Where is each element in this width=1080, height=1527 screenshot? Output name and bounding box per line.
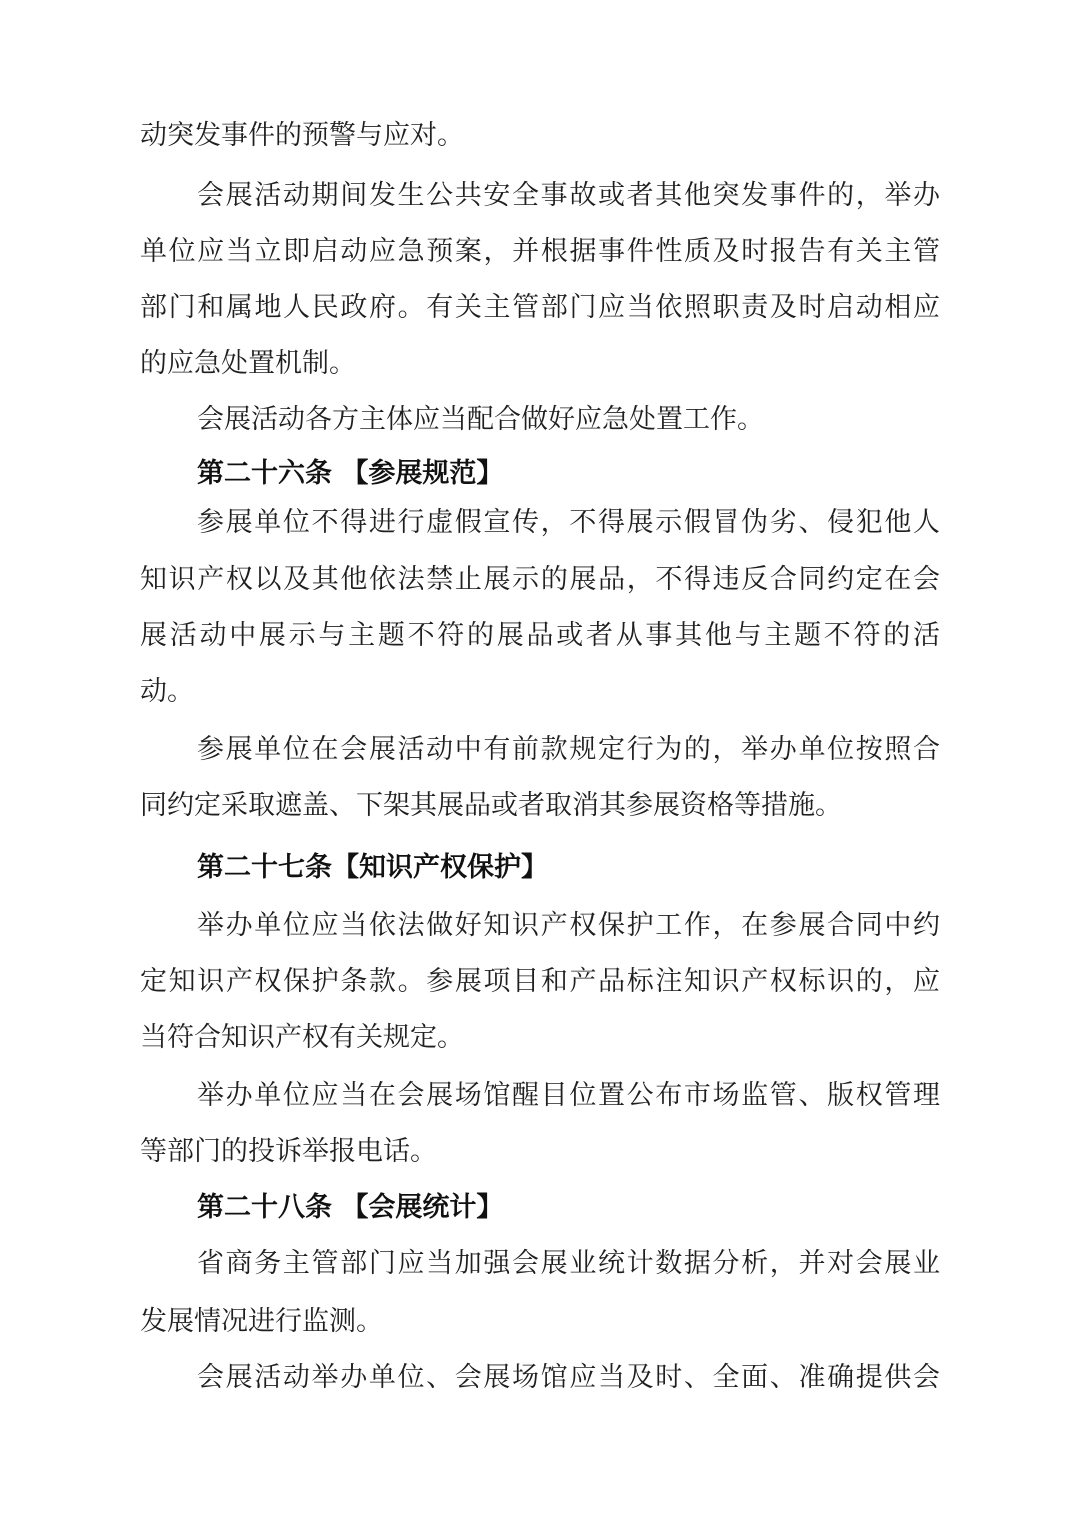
paragraph-line: 部门和属地人民政府。有关主管部门应当依照职责及时启动相应	[140, 292, 940, 323]
paragraph-line: 举办单位应当依法做好知识产权保护工作，在参展合同中约	[197, 910, 940, 941]
paragraph-line: 当符合知识产权有关规定。	[140, 1022, 464, 1053]
paragraph-line: 知识产权以及其他依法禁止展示的展品，不得违反合同约定在会	[140, 564, 940, 595]
article-heading-28: 第二十八条 【会展统计】	[197, 1192, 504, 1223]
paragraph-line: 动突发事件的预警与应对。	[140, 120, 464, 151]
paragraph-line: 会展活动各方主体应当配合做好应急处置工作。	[197, 404, 764, 435]
paragraph-line: 参展单位在会展活动中有前款规定行为的，举办单位按照合	[197, 734, 940, 765]
paragraph-line: 定知识产权保护条款。参展项目和产品标注知识产权标识的，应	[140, 966, 940, 997]
paragraph-line: 会展活动期间发生公共安全事故或者其他突发事件的，举办	[197, 180, 940, 211]
paragraph-line: 等部门的投诉举报电话。	[140, 1136, 437, 1167]
paragraph-line: 的应急处置机制。	[140, 348, 356, 379]
paragraph-line: 单位应当立即启动应急预案，并根据事件性质及时报告有关主管	[140, 236, 940, 267]
paragraph-line: 同约定采取遮盖、下架其展品或者取消其参展资格等措施。	[140, 790, 842, 821]
paragraph-line: 省商务主管部门应当加强会展业统计数据分析，并对会展业	[197, 1248, 940, 1279]
article-heading-26: 第二十六条 【参展规范】	[197, 458, 504, 489]
paragraph-line: 参展单位不得进行虚假宣传，不得展示假冒伪劣、侵犯他人	[197, 507, 940, 538]
article-heading-27: 第二十七条【知识产权保护】	[197, 852, 548, 883]
paragraph-line: 展活动中展示与主题不符的展品或者从事其他与主题不符的活	[140, 620, 940, 651]
paragraph-line: 举办单位应当在会展场馆醒目位置公布市场监管、版权管理	[197, 1080, 940, 1111]
paragraph-line: 动。	[140, 676, 194, 707]
paragraph-line: 会展活动举办单位、会展场馆应当及时、全面、准确提供会	[197, 1362, 940, 1393]
paragraph-line: 发展情况进行监测。	[140, 1306, 383, 1337]
